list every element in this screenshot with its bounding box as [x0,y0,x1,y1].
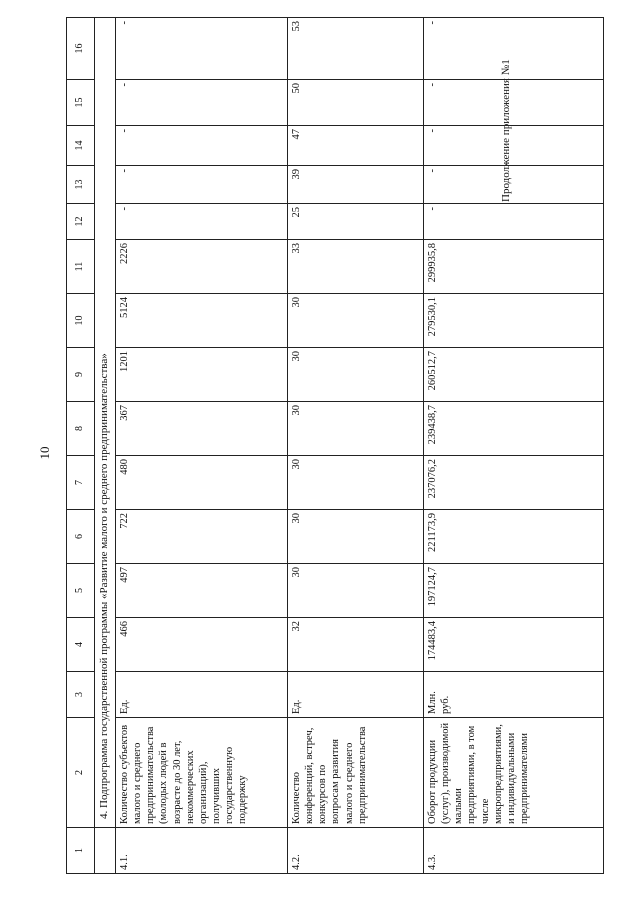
value-cell: - [116,126,288,166]
value-cell: - [424,166,604,204]
value-cell: 30 [288,294,424,348]
section-row [95,18,116,874]
section-blank-cell [95,828,116,874]
value-cell: 237076,2 [424,456,604,510]
value-cell: 2226 [116,240,288,294]
value-cell: - [116,204,288,240]
header-cell: 5 [67,564,95,618]
indicator-table [66,17,604,874]
value-cell: 480 [116,456,288,510]
header-cell: 16 [67,18,95,80]
header-cell: 3 [67,672,95,718]
value-cell: 47 [288,126,424,166]
value-cell: 50 [288,80,424,126]
indicator-name: Количество субъектов малого и среднего предпринимательства (молодых людей в возрасте до 30 лет, некоммерческих организаций), получивших государственную поддержку [116,718,288,828]
value-cell: - [116,80,288,126]
value-cell: 1201 [116,348,288,402]
continuation-label: Продолжение приложения №1 [500,59,512,202]
header-cell: 9 [67,348,95,402]
table-row [116,18,288,874]
header-cell: 10 [67,294,95,348]
row-number: 4.1. [116,828,288,874]
value-cell: 299935,8 [424,240,604,294]
header-row [67,18,95,874]
value-cell: 174483,4 [424,618,604,672]
value-cell: 30 [288,402,424,456]
header-cell: 11 [67,240,95,294]
value-cell: 497 [116,564,288,618]
value-cell: 466 [116,618,288,672]
header-cell: 15 [67,80,95,126]
unit-cell: Млн. руб. [424,672,604,718]
value-cell: 367 [116,402,288,456]
value-cell: 30 [288,456,424,510]
value-cell: 260512,7 [424,348,604,402]
section-title: 4. Подпрограмма государственной программы «Развитие малого и среднего предпринимательства» [95,18,116,828]
header-cell: 6 [67,510,95,564]
table-row [288,18,424,874]
value-cell: 30 [288,510,424,564]
value-cell: 30 [288,348,424,402]
value-cell: - [116,18,288,80]
header-cell: 13 [67,166,95,204]
value-cell: 39 [288,166,424,204]
value-cell: 53 [288,18,424,80]
header-cell: 8 [67,402,95,456]
value-cell: 221173,9 [424,510,604,564]
header-cell: 12 [67,204,95,240]
value-cell: 239438,7 [424,402,604,456]
row-number: 4.3. [424,828,604,874]
value-cell: 197124,7 [424,564,604,618]
header-cell: 1 [67,828,95,874]
value-cell: 279530,1 [424,294,604,348]
value-cell: 33 [288,240,424,294]
header-cell: 7 [67,456,95,510]
value-cell: 30 [288,564,424,618]
value-cell: - [424,80,604,126]
value-cell: 25 [288,204,424,240]
value-cell: - [424,18,604,80]
indicator-table-container [66,18,603,874]
value-cell: - [116,166,288,204]
unit-cell: Ед. [288,672,424,718]
value-cell: 722 [116,510,288,564]
table-row [424,18,604,874]
header-cell: 14 [67,126,95,166]
value-cell: 5124 [116,294,288,348]
indicator-name: Оборот продукции (услуг), производимой малыми предприятиями, в том числе микропредприятиями, и индивидуальными предпринимателями [424,718,604,828]
value-cell: - [424,204,604,240]
value-cell: 32 [288,618,424,672]
header-cell: 4 [67,618,95,672]
unit-cell: Ед. [116,672,288,718]
header-cell: 2 [67,718,95,828]
page-number: 10 [37,446,52,460]
row-number: 4.2. [288,828,424,874]
value-cell: - [424,126,604,166]
indicator-name: Количество конференций, встреч, конкурсов по вопросам развития малого и среднего предпринимательства [288,718,424,828]
